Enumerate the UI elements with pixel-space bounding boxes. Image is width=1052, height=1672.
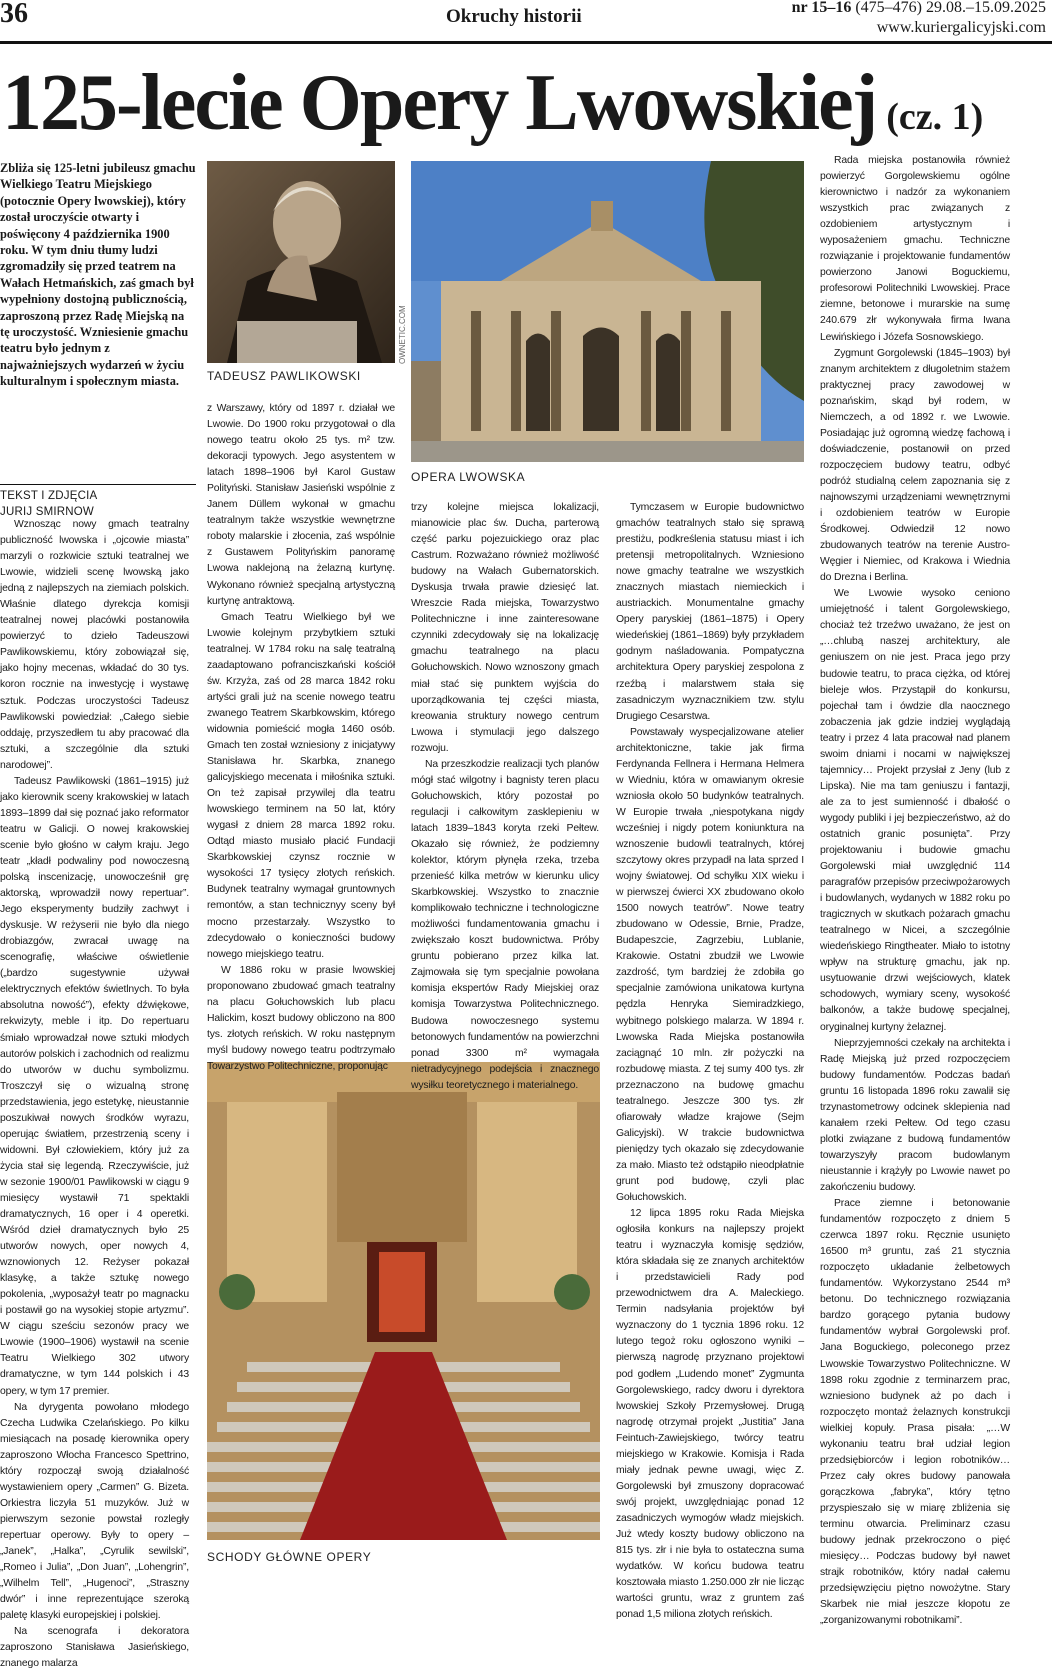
portrait-image [207, 161, 395, 363]
paragraph: Nieprzyjemności czekały na architekta i Radę Miejską już przed rozpoczęciem budowy fundamentów. Podczas badań gruntu 16 listopada 1896 roku zawalił się trzynastometrowy odcinek sklepienia nad kanałem rzeki Pełtew. Od tego czasu plotki związane z budową fundamentów towarzyszyły pracom budowlanym nieustannie i krążyły po Lwowie nawet po zakończeniu budowy. [820, 1037, 1010, 1193]
paragraph: Wznosząc nowy gmach teatralny publiczność lwowska i „ojcowie miasta” marzyli o rozkwicie sztuki teatralnej we Lwowie, widzieli scenę lwowską jako jedną z najlepszych na ziemiach polskich. Właśnie dlatego dyrekcja komisji teatralnej nowej placówki postanowiła powierzyć to dzieło Tadeuszowi Pawlikowskiemu, który zobowiązał się, jako hojny mecenas, wkładać do 30 tys. koron rocznie na inwestycję i wystawę sztuk. Podczas uroczystości Tadeusz Pawlikowski powiedział: „Całego siebie oddaję, przyszedłem tu aby pracować dla sztuki, a szczególnie dla sztuki narodowej”. [0, 519, 189, 771]
text-column-4 [616, 500, 804, 1633]
byline [0, 488, 196, 520]
article-lead: Zbliża się 125-letni jubileusz gmachu Wielkiego Teatru Miejskiego (potocznie Opery lwowskiej), który został uroczyście otwarty i poświęcony 4 października 1900 roku. W tym dniu tłumy ludzi zgromadziły się przed teatrem na Wałach Hetmańskich, zaś gmach był wypełniony dostojną publicznością, zaproszoną przez Radę Miejską na tę uroczystość. Wzniesienie gmachu teatru było jednym z najważniejszych wydarzeń w życiu kulturalnym i społecznym miasta. [0, 161, 196, 389]
issue-detail: (475–476) 29.08.–15.09.2025 [855, 0, 1046, 16]
section-title: Okruchy historii [446, 6, 582, 27]
byline-rule [0, 484, 196, 485]
paragraph: 12 lipca 1895 roku Rada Miejska ogłosiła konkurs na najlepszy projekt teatru i wyznaczyła komisję sędziów, która składała się ze znanych architektów i przedstawicieli Rady pod przewodnictwem dra A. Maleckiego. Termin nadsyłania projektów był wyznaczony do 1 tycznia 1896 roku. 12 lutego tegoż roku ogłoszono wyniki – pierwszą nagrodę przyznano projektowi pod godłem „Ludendo monet” Zygmunta Gorgolewskiego, radcy dworu i dyrektora lwowskiej Szkoły Przemysłowej. Drugą nagrodę otrzymał projekt „Justitia” Jana Feintuch-Zawiejskiego, twórcy teatru miejskiego w Krakowie. Komisja i Rada miały jednak pewne uwagi, więc Z. Gorgolewski był zmuszony dopracować swój projekt, uwzględniając ponad 12 zasadniczych wymogów władz miejskich. Już wtedy koszty budowy obliczono na 815 tys. złr i nie była to ostateczna suma wydatków. W końcu budowa teatru kosztowała miasto 1.250.000 złr nie licząc wartości gruntu, wraz z gruntem zaś ponad 1,5 miliona złotych reńskich. [616, 1208, 804, 1621]
issue-info [792, 0, 1046, 38]
article-title-text: 125-lecie Opery Lwowskiej [2, 59, 877, 147]
paragraph: Rada miejska postanowiła również powierzyć Gorgolewskiemu ogólne kierownictwo i nadzór za wykonaniem wszystkich prac związanych z ozdobieniem artystycznym i wyposażeniem gmachu. Techniczne rozwiązanie i projektowanie fundamentów powierzono Janowi Boguckiemu, profesorowi Politechniki Lwowskiej. Prace ziemne, betonowe i murarskie na sumę 240.679 złr wykonywała firma Iwana Lewińskiego i Józefa Sosnowskiego. [820, 155, 1010, 343]
portrait-photo [207, 161, 395, 363]
stairs-caption: SCHODY GŁÓWNE OPERY [207, 1550, 372, 1564]
paragraph: Tadeusz Pawlikowski (1861–1915) już jako kierownik sceny krakowskiej w latach 1893–1899 dał się poznać jako reformator teatru w Galicji. O nowej krakowskiej scenie było głośno w całym kraju. Jego teatr „kładł podwaliny pod nowoczesną polską inscenizację, unowocześnił grę aktorską, wprowadził nowy repertuar”. Jego eksperymenty budziły zachwyt i dyskusje. W reżyserii nie było dla niego drobiazgów, zwracał uwagę na scenografię, właściwe oświetlenie („bardzo sugestywnie używał elektrycznych efektów świetlnych. To była absolutna nowość”), efekty dźwiękowe, rekwizyty, meble i itp. Do repertuaru śmiało wprowadzał nowe sztuki młodych autorów polskich i zachodnich od realizmu do utworów w duchu symbolizmu. Troszczył się o wizualną stronę przedstawienia, jego estetykę, nieustannie poszukiwał nowych środków wyrazu, operując światłem, przestrzenią sceny i widowni. Był człowiekiem, który już za życia stał się legendą. Rzeczywiście, już w sezonie 1900/01 Pawlikowski w ciągu 9 miesięcy wystawił 71 spektakli dramatycznych, 16 oper i 4 operetki. Wśród dzieł dramatycznych było 25 utworów nowych, oper nowych 4, wznowionych 12. Reżyser pokazał klasykę, a także sztukę nowego pokolenia, „wyposażył teatr po magnacku i postawił go na wysokiej stopie artyzmu”. W ciągu sześciu sezonów pracy we Lwowie (1900–1906) wystawił na scenie Teatru Wielkiego 302 utwory dramatyczne, w tym 144 polskich i 43 opery, w tym 17 premier. [0, 775, 189, 1397]
opera-photo [411, 161, 804, 462]
paragraph: W 1886 roku w prasie lwowskiej proponowano zbudować gmach teatralny na placu Gołuchowskich lub placu Halickim, koszt budowy obliczono na 800 tys. złotych reńskich. W roku następnym myśl budowy nowego teatru podtrzymało Towarzystwo Politechniczne, proponując [207, 964, 395, 1072]
paragraph: Tymczasem w Europie budownictwo gmachów teatralnych stało się sprawą prestiżu, podkreślenia statusu miast i ich pretensji metropolitalnych. Wzniesiono nowe gmachy teatralne we wszystkich znacznych miastach niemieckich i austriackich. Monumentalne gmachy Opery paryskiej (1861–1875) i Opery wiedeńskiej (1861–1869) były przykładem godnym naśladowania. Pompatyczna architektura Opery paryskiej zespolona z rzeźbą i malarstwem stała się zasadniczym wyznacznikiem tzw. stylu Drugiego Cesarstwa. [616, 502, 804, 722]
paragraph: Gmach Teatru Wielkiego był we Lwowie kolejnym przybytkiem sztuki teatralnej. W 1784 roku na salę teatralną zaadaptowano pofranciszkański kościół św. Krzyża, zaś od 28 marca 1842 roku artyści grali już na scenie nowego teatru zwanego Teatrem Skarbkowskim, którego widownia pomieścić mogła 1460 osób. Gmach ten został wzniesiony z inicjatywy Stanisława hr. Skarbka, znanego galicyjskiego mecenata i miłośnika sztuki. On też zapisał przywilej dla teatru lwowskiego terminem na 50 lat, który wygasł z dniem 28 marca 1892 roku. Odtąd miasto musiało płacić Fundacji Skarbkowskiej czynsz rocznie w wysokości 17 tysięcy złotych reńskich. Budynek teatralny wymagał gruntownych remontów, a stan technicznyy sceny był mocno przestarzały. Wszystko to zdecydowało o konieczności budowy nowego miejskiego teatru. [207, 611, 395, 960]
header-rule [0, 41, 1052, 44]
paragraph: We Lwowie wysoko ceniono umiejętność i talent Gorgolewskiego, chociaż też trzeźwo uważano, że jest on „…chlubą naszej architektury, ale geniuszem on nie jest. Praca jego przy budowie teatru, to praca ciężka, od której bieleje włos. Przystąpił do konkursu, pojechał tam i ówdzie dla naocznego zobaczenia jak gdzie indziej wyglądają teatry i przez 4 lata pracował nad planem swoim dniami i nocami w największej tajemnicy… Projekt przysłał z Jeny (lub z Lipska). Nie ma tam geniuszu i fantazji, ale za to jest sumienność i dbałość o wygody publiki i jej bezpieczeństwo, aż do ostatnich granic posunięta”. Przy projektowaniu i budowie gmachu Gorgolewski miał uwzględnić 114 paragrafów przepisów przeciwpożarowych i budowlanych, wydanych w 1882 roku po tragicznych w skutkach pożarach gmachu teatralnego w Nicei, a szczególnie wiedeńskiego Ringtheater. Miało to istotny wpływ na strukturę gmachu, jak np. usytuowanie drzwi wejściowych, klatek schodowych, wymiary sceny, wysokość balkonów, a także budowę specjalnej, oryginalnej kurtyny żelaznej. [820, 588, 1010, 1033]
paragraph: Na dyrygenta powołano młodego Czecha Ludwika Czelańskiego. Po kilku miesiącach na posadę kierownika opery zaproszono Włocha Francesco Spettrino, który rozpoczął swoją działalność wystawieniem opery „Carmen” G. Bizeta. Orkiestra liczyła 51 muzyków. Już w pierwszym sezonie powstał rozległy repertuar operowy. Były to opery – „Janek”, „Halka”, „Cyrulik sewilski”, „Romeo i Julia”, „Don Juan”, „Lohengrin”, „Wilhelm Tell”, „Hugenoci”, „Straszny dwór” i inne reprezentujące szeroką paletę klasyki europejskiej i polskiej. [0, 1401, 189, 1622]
text-column-5 [820, 153, 1010, 1633]
article-title-part: (cz. 1) [886, 96, 984, 138]
paragraph: Na scenografa i dekoratora zaproszono Stanisława Jasieńskiego, znanego malarza [0, 1626, 189, 1670]
paragraph: Powstawały wyspecjalizowane atelier architektoniczne, takie jak firma Ferdynanda Fellnera i Hermana Helmera w Wiedniu, która w omawianym okresie wzniosła około 50 budynków teatralnych. W Europie trwała „niespotykana nigdy wcześniej i nigdy potem koniunktura na wznoszenie budowli teatralnych, której szczytowy okres przypadł na lata sprzed I wojny światowej. Od schyłku XIX wieku i w pierwszej ćwierci XX zbudowano około 1500 nowych teatrów”. Nowe teatry zbudowano w Odessie, Brnie, Pradze, Budapeszcie, Zagrzebiu, Lublanie, Krakowie. Ostatni zbudził we Lwowie zazdrość, tym bardziej że zdobiła go specjalnie zamówiona unikatowa kurtyna pędzla Henryka Siemiradzkiego, wybitnego polskiego malarza. W 1894 r. Lwowska Rada Miejska postanowiła zaciągnąć 10 mln. złr pożyczki na rozbudowę miasta. Z tej sumy 400 tys. złr przeznaczono na budowę gmachu teatralnego. Jeszcze 300 tys. złr ofiarowały władze krajowe (Sejm Galicyjski). W trakcie budownictwa pieniędzy tych okazało się zdecydowanie za mało. Miasto też odstąpiło nieodpłatnie grunt pod budowę, czyli plac Gołuchowskich. [616, 726, 804, 1204]
website-link[interactable]: www.kuriergalicyjski.com [876, 19, 1046, 36]
text-column-2 [207, 401, 395, 1072]
paragraph: z Warszawy, który od 1897 r. działał we Lwowie. Do 1900 roku przygotował o dla nowego teatru około 25 tys. m² tzw. dekoracji typowych. Jego asystentem w latach 1898–1906 był Karol Gustaw Polityński. Stanisław Jasieński wspólnie z Janem Düllem wykonał w gmachu teatralnym także wszystkie wewnętrzne roboty malarskie i złocenia, zaś wspólnie z Gustawem Polityńskim panoramę Lwowa naklejoną na żelazną kurtynę. Wykonano również specjalną artystyczną kurtynę antraktową. [207, 403, 395, 607]
paragraph: Zygmunt Gorgolewski (1845–1903) był znanym architektem z długoletnim stażem praktycznej pracy zawodowej w poznańskim, skąd był rodem, w Niemczech, a od 1892 r. we Lwowie. Posiadając już ogromną wiedzę fachową i doświadczenie, postanowił on przed rozpoczęciem budowy teatru, odbyć podróż studialną celem zapoznania się z najnowszymi urządzeniami wewnętrznymi i ozdobieniem teatrów w Europie Środkowej. Odwiedził 12 nowo zbudowanych teatrów na terenie Austro-Węgier i Niemiec, od Krakowa i Wiednia do Drezna i Berlina. [820, 347, 1010, 584]
stairs-photo [207, 1062, 600, 1540]
issue-number: nr 15–16 [791, 0, 852, 16]
page-number: 36 [0, 0, 28, 29]
paragraph: trzy kolejne miejsca lokalizacji, mianowicie plac św. Ducha, parterową część parku pojezuickiego oraz plac Castrum. Rozważano również możliwość budowy na Wałach Gubernatorskich. Dyskusja trwała prawie dziesięć lat. Wreszcie Rada miejska, Towarzystwo Politechniczne i inne zainteresowane czynniki zdecydowały się na lokalizację gmachu teatralnego na placu Gołuchowskich. Nowo wznoszony gmach miał stać się punktem wyjścia do uporządkowania tej części miasta, kreowania struktury nowego centrum Lwowa i stymulacji jego dalszego rozwoju. [411, 502, 599, 754]
opera-caption: OPERA LWOWSKA [411, 470, 526, 484]
opera-image [411, 161, 804, 462]
paragraph: Prace ziemne i betonowanie fundamentów rozpoczęto z dniem 5 czerwca 1897 roku. Ręcznie usunięto 16500 m³ gruntu, zaś 21 stycznia rozpoczęto układanie żelbetowych fundamentów. Wykorzystano 2544 m³ betonu. Do technicznego rozwiązania bardzo gorącego pytania budowy fundamentów wybrał Gorgolewski prof. Jana Boguckiego, poleconego przez Lwowskie Towarzystwo Politechniczne. W 1898 roku zgodnie z terminarzem prac, wzniesiono budynek aż po dach i rozpoczęto montaż żelaznych konstrukcji wielkiej kopuły. Prasa pisała: „…W wykonaniu teatru brał udział legion przedsiębiorców i legion robotników… Przez cały okres budowy panowała gorączkowa „fabryka”, który tętno przyspieszało się w miarę zbliżenia się terminu otwarcia. Preliminarz czasu budowy jednak przekroczono o pięć miesięcy… Podczas budowy był nawet strajk robotników, który nadał całemu przedsięwzięciu piętno nowożytne. Stary Skarbek nie miał jeszcze kłopotu ze „zorganizowanymi robotnikami”. [820, 1198, 1010, 1627]
byline-author: JURIJ SMIRNOW [0, 506, 94, 518]
portrait-credit: OWNETIC.COM [398, 305, 407, 364]
paragraph: Na przeszkodzie realizacji tych planów mógł stać wilgotny i bagnisty teren placu Gołuchowskich, który pozostał po regulacji i całkowitym zasklepieniu w latach 1839–1843 koryta rzeki Pełtew. Okazało się również, że podziemny kolektor, którym płynęła rzeka, trzeba przenieść kilka metrów w kierunku ulicy Skarbkowskiej. Wszystko to znacznie komplikowało techniczne i technologiczne możliwości fundamentowania gmachu i zwiększało koszt budownictwa. Próby gruntu pobierano przez kilka lat. Zajmowała się tym specjalnie powołana komisja ekspertów Rady Miejskiej oraz komisja Towarzystwa Politechnicznego. Budowa nowoczesnego systemu betonowych fundamentów na powierzchni ponad 3300 m² wymagała nietradycyjnego podejścia i znacznego wysiłku teoretycznego i materialnego. [411, 758, 599, 1091]
text-column-3 [411, 500, 599, 1091]
article-title [2, 58, 983, 162]
text-column-1 [0, 517, 189, 1670]
portrait-caption: TADEUSZ PAWLIKOWSKI [207, 369, 361, 383]
byline-credit: TEKST I ZDJĘCIA [0, 490, 98, 502]
stairs-image [207, 1062, 600, 1540]
